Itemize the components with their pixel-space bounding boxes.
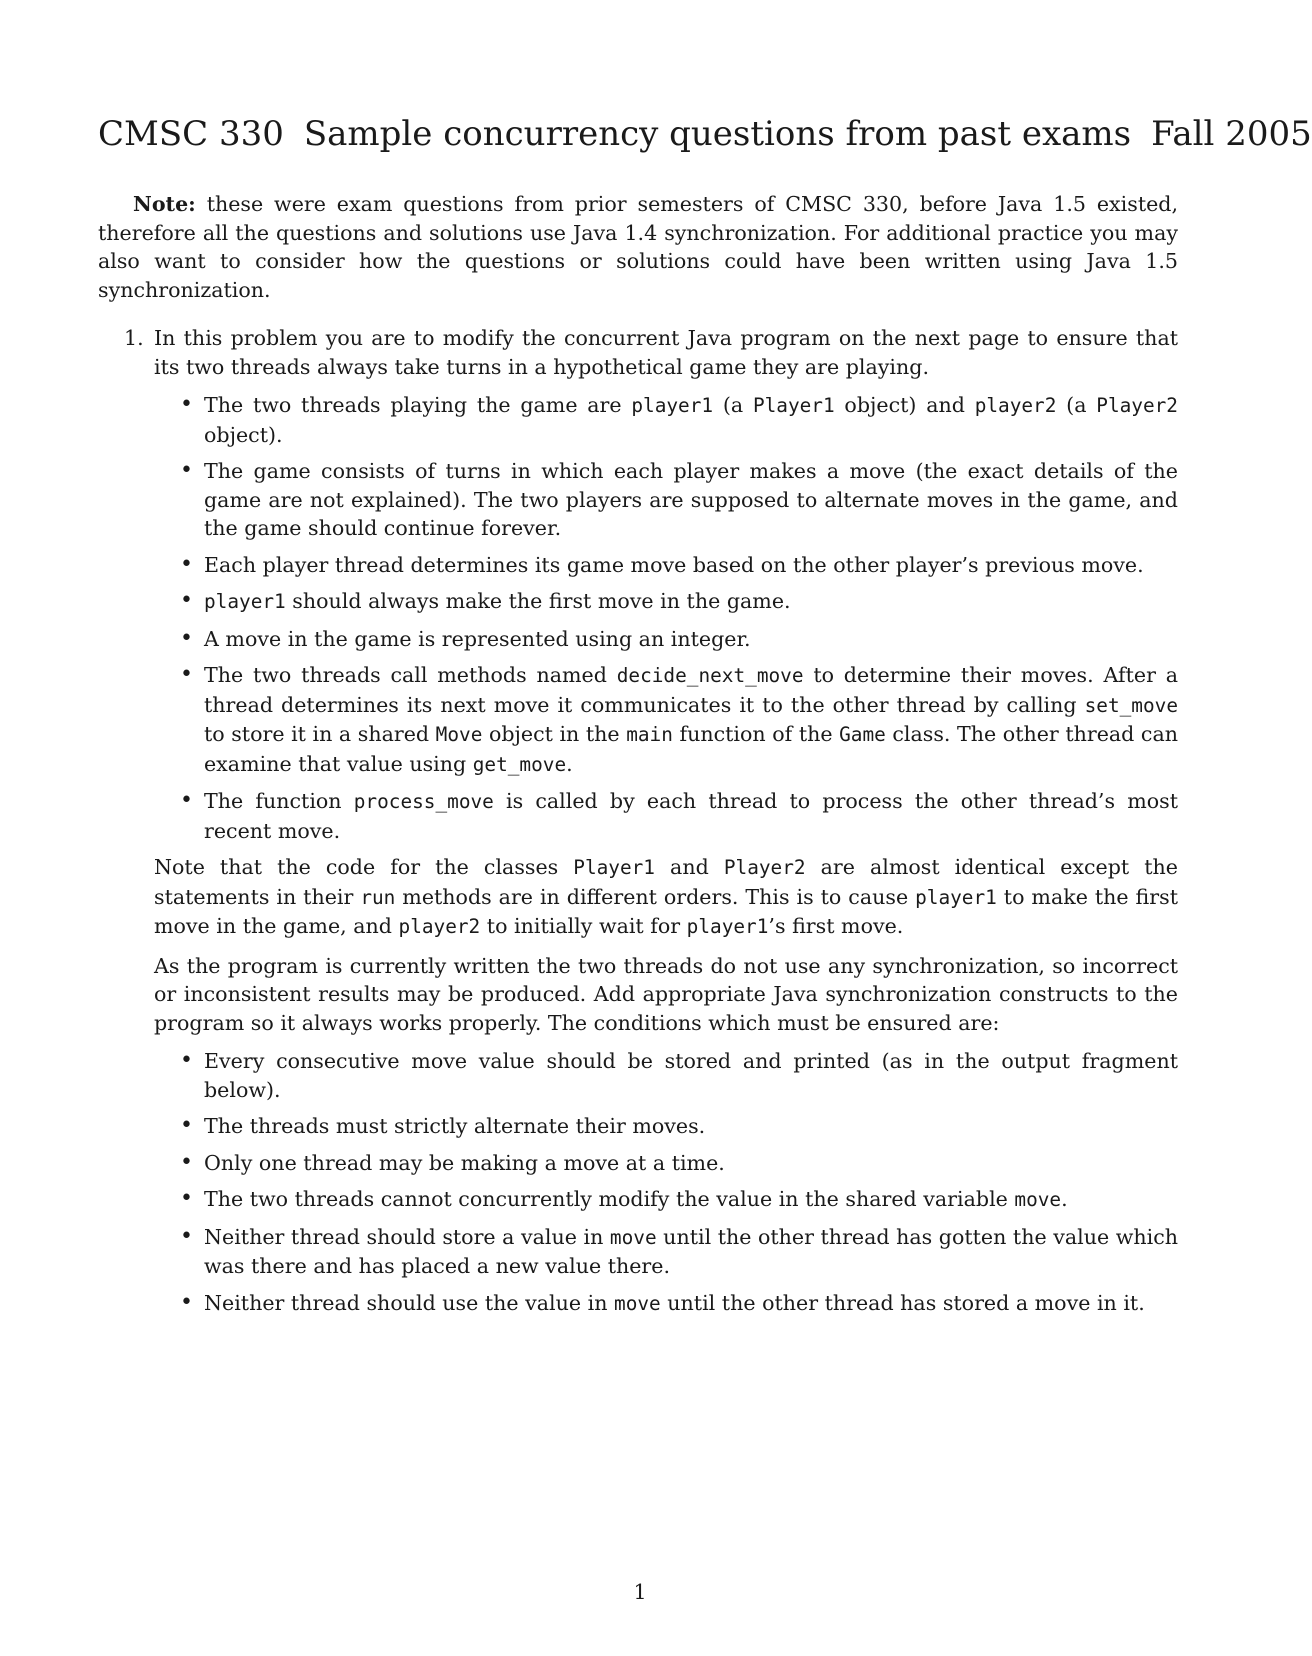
game-description-list bbox=[154, 391, 1178, 845]
question-intro: In this problem you are to modify the concurrent Java program on the next page to ensure that its two threads always take turns in a hypothetical game they are playing. bbox=[154, 326, 1178, 379]
page-content bbox=[98, 112, 1312, 1326]
list-item: • The function process_move is called by each thread to process the other thread’s most recent move. bbox=[204, 787, 1178, 845]
classes-note-paragraph: Note that the code for the classes Player1 and Player2 are almost identical except the statements in their run methods are in different orders. This is to cause player1 to make the first move in the game, and player2 to initially wait for player1’s first move. bbox=[154, 855, 1178, 938]
page-number: 1 bbox=[633, 1580, 647, 1604]
list-item: • Neither thread should store a value in move until the other thread has gotten the value which was there and has placed a new value there. bbox=[204, 1223, 1178, 1281]
question-number: 1. bbox=[124, 326, 144, 350]
page-header bbox=[98, 112, 1312, 156]
conditions-list bbox=[154, 1047, 1178, 1318]
list-item: • Neither thread should use the value in move until the other thread has stored a move in it. bbox=[204, 1289, 1178, 1319]
synchronization-paragraph: As the program is currently written the two threads do not use any synchronization, so incorrect or inconsistent results may be produced. Add appropriate Java synchronization constructs to the program so it always works properly. The conditions which must be ensured are: bbox=[154, 953, 1178, 1035]
note-text: these were exam questions from prior semesters of CMSC 330, before Java 1.5 existed, therefore all the questions and solutions use Java 1.4 synchronization. For additional practice you may also want to consider how the questions or solutions could have been written using Java 1.5 synchronization. bbox=[98, 192, 1179, 302]
course-code: CMSC 330 bbox=[98, 114, 284, 154]
question-list bbox=[98, 324, 1178, 1318]
list-item: • Every consecutive move value should be stored and printed (as in the output fragment below). bbox=[204, 1047, 1178, 1104]
note-label: Note: bbox=[133, 192, 196, 216]
note-paragraph bbox=[98, 190, 1178, 304]
list-item: • player1 should always make the first move in the game. bbox=[204, 587, 1178, 617]
list-item: • Only one thread may be making a move at a time. bbox=[204, 1149, 1178, 1178]
question-1 bbox=[124, 324, 1179, 1318]
list-item: • The game consists of turns in which each player makes a move (the exact details of the game are not explained). The two players are supposed to alternate moves in the game, and the game should continue forever. bbox=[204, 457, 1178, 543]
list-item: • A move in the game is represented using an integer. bbox=[204, 625, 1178, 654]
list-item: • The two threads call methods named decide_next_move to determine their moves. After a thread determines its next move it communicates it to the other thread by calling set_move to store it in a shared Move object in the main function of the Game class. The other thread can examine that value using get_move. bbox=[204, 661, 1178, 779]
list-item: • The two threads playing the game are player1 (a Player1 object) and player2 (a Player2 object). bbox=[204, 391, 1178, 449]
term: Fall 2005 bbox=[1151, 114, 1312, 154]
list-item: • The two threads cannot concurrently modify the value in the shared variable move. bbox=[204, 1185, 1178, 1215]
document-title: Sample concurrency questions from past exams bbox=[303, 114, 1132, 154]
list-item: • The threads must strictly alternate their moves. bbox=[204, 1112, 1178, 1141]
list-item: • Each player thread determines its game move based on the other player’s previous move. bbox=[204, 551, 1178, 580]
